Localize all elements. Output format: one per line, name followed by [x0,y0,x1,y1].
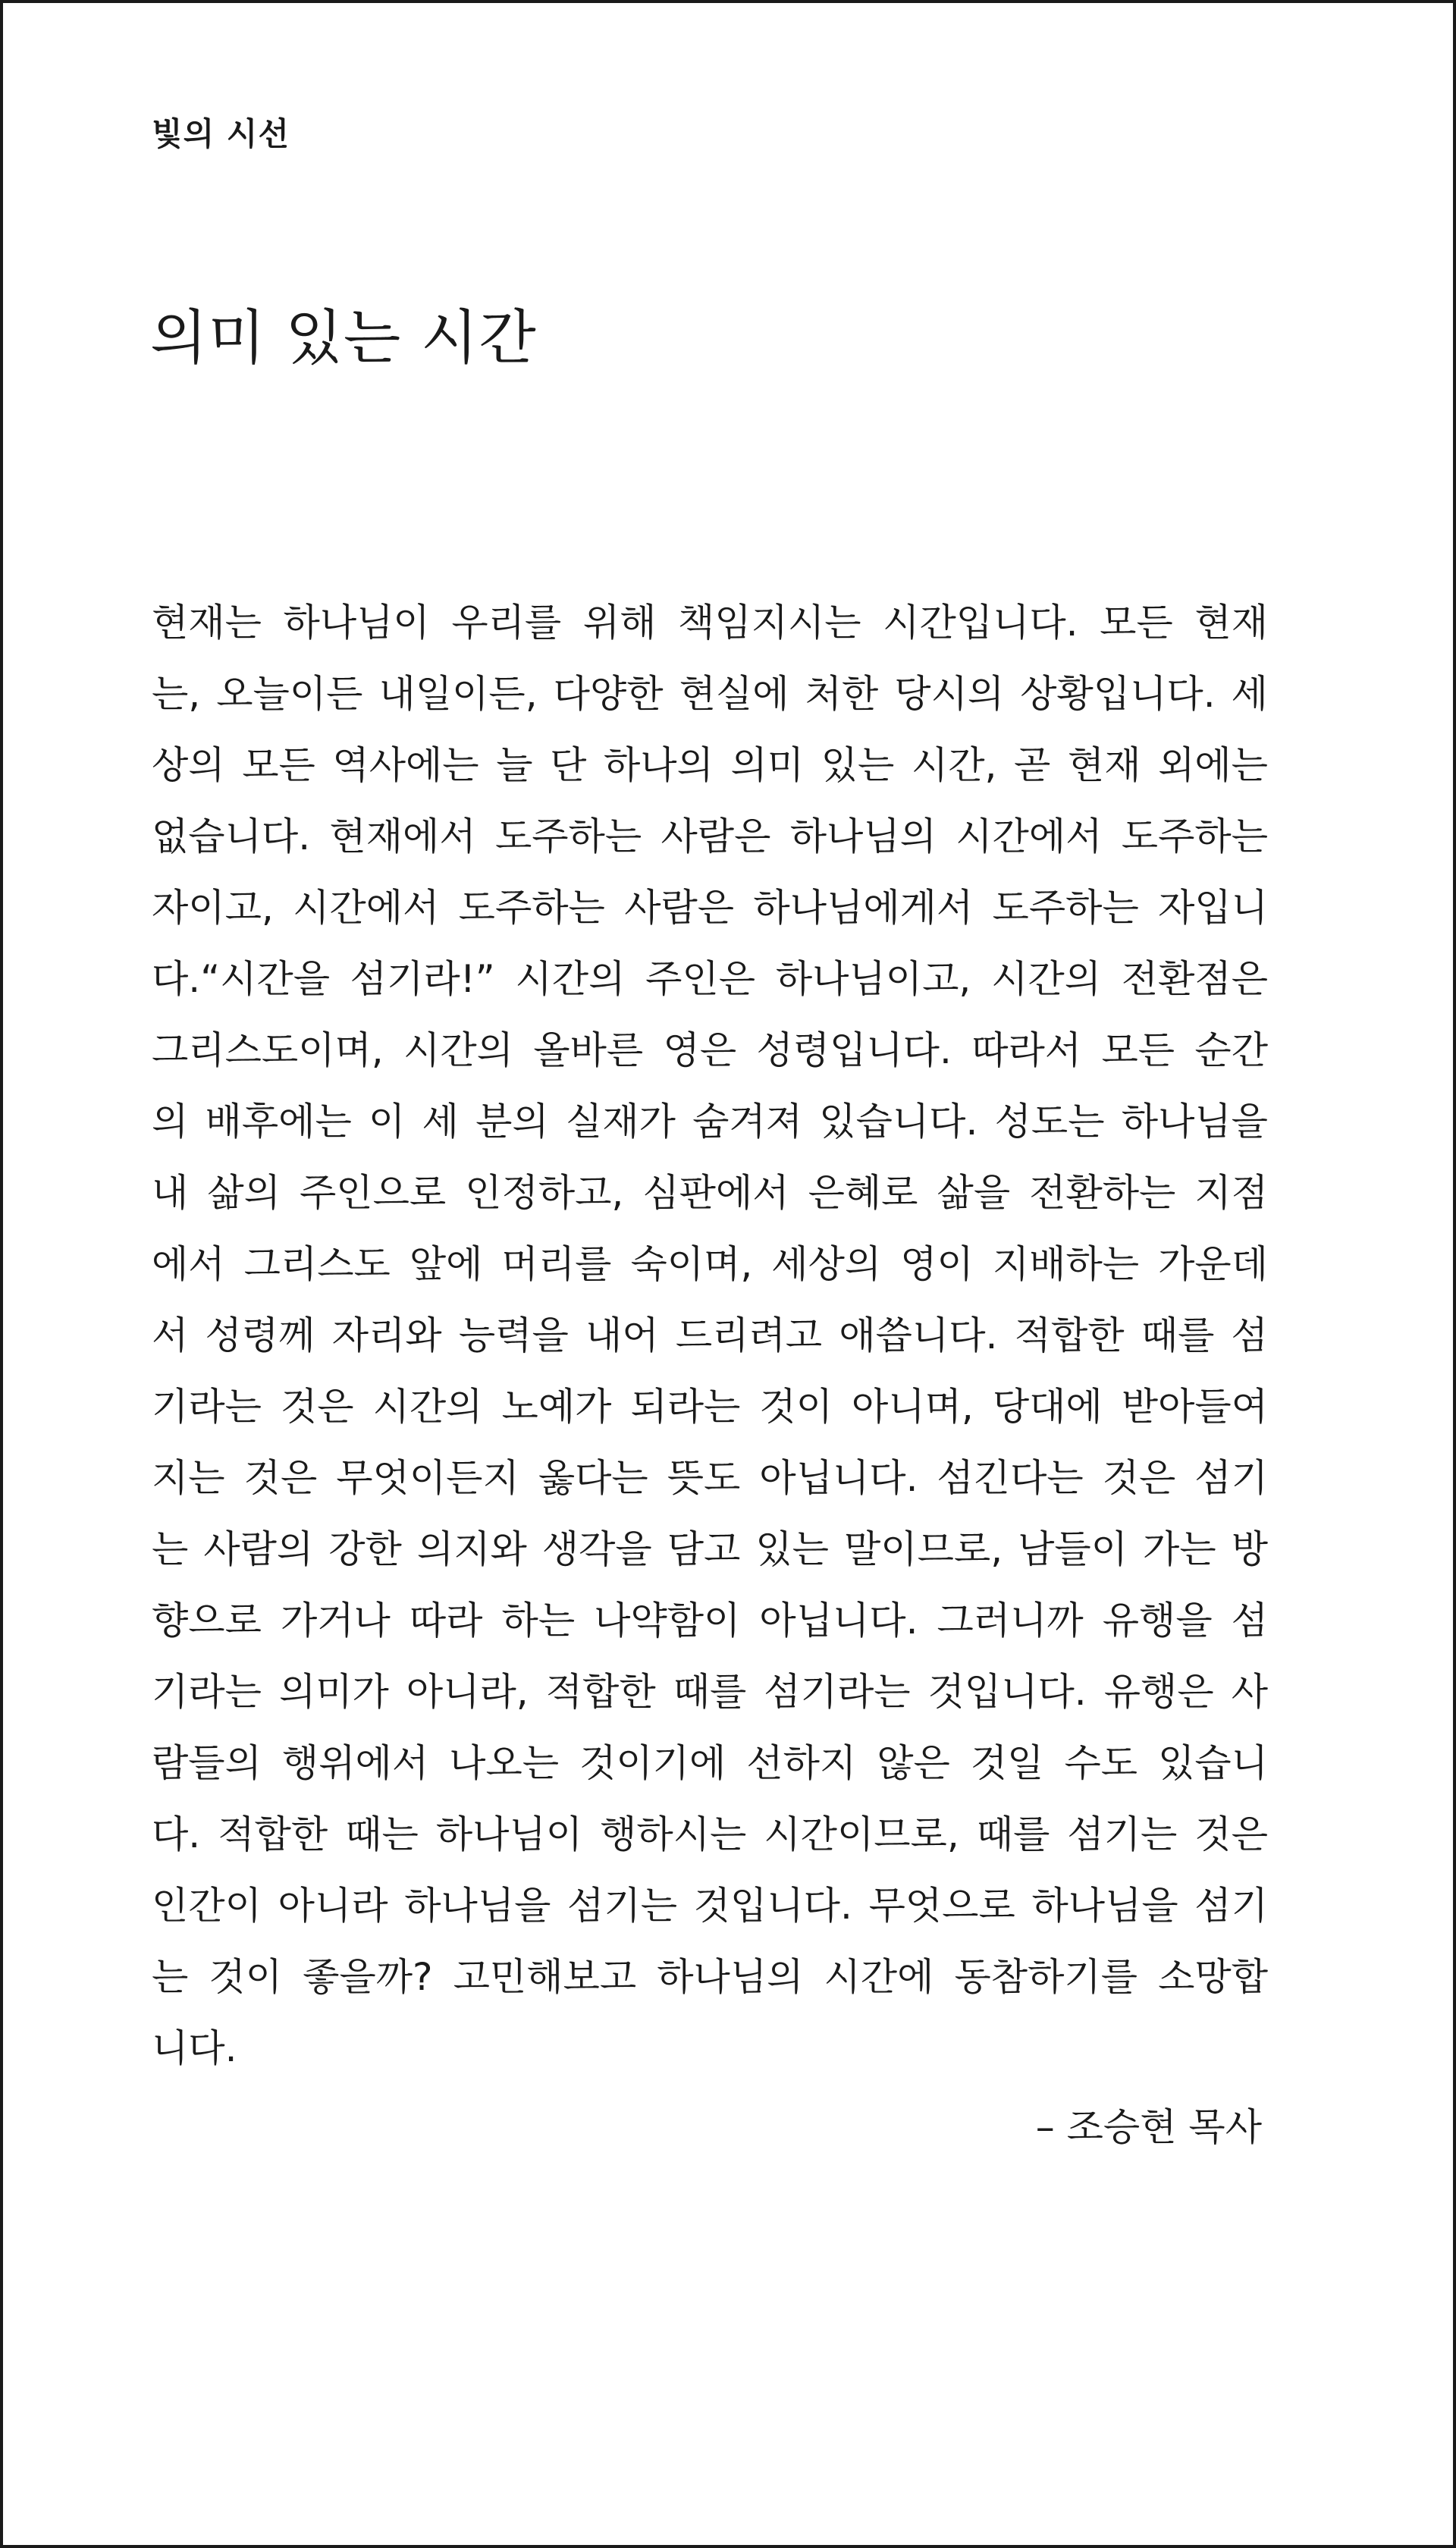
body-line: 니다. [152,2026,237,2070]
body-line: 는 것이 좋을까? 고민해보고 하나님의 시간에 동참하기를 소망합 [152,1955,1268,1999]
body-line: 기라는 의미가 아니라, 적합한 때를 섬기라는 것입니다. 유행은 사 [152,1670,1268,1714]
body-line: 람들의 행위에서 나오는 것이기에 선하지 않은 것일 수도 있습니 [152,1741,1268,1785]
body-line: 지는 것은 무엇이든지 옳다는 뜻도 아닙니다. 섬긴다는 것은 섬기 [152,1456,1268,1500]
page-title: 의미 있는 시간 [150,304,537,372]
body-line: 인간이 아니라 하나님을 섬기는 것입니다. 무엇으로 하나님을 섬기 [152,1884,1268,1928]
body-line: 내 삶의 주인으로 인정하고, 심판에서 은혜로 삶을 전환하는 지점 [152,1171,1268,1215]
body-line: 자이고, 시간에서 도주하는 사람은 하나님에게서 도주하는 자입니 [152,886,1268,930]
body-line: 에서 그리스도 앞에 머리를 숙이며, 세상의 영이 지배하는 가운데 [152,1242,1268,1286]
body-line: 의 배후에는 이 세 분의 실재가 숨겨져 있습니다. 성도는 하나님을 [152,1100,1268,1144]
body-line: 다. 적합한 때는 하나님이 행하시는 시간이므로, 때를 섬기는 것은 [152,1812,1268,1856]
body-line: 상의 모든 역사에는 늘 단 하나의 의미 있는 시간, 곧 현재 외에는 [152,743,1268,787]
body-line: 향으로 가거나 따라 하는 나약함이 아닙니다. 그러니까 유행을 섬 [152,1599,1268,1643]
body-line: 그리스도이며, 시간의 올바른 영은 성령입니다. 따라서 모든 순간 [152,1028,1268,1072]
author-signature: – 조승현 목사 [1035,2105,1262,2149]
series-label: 빛의 시선 [152,115,290,152]
body-line: 다.“시간을 섬기라!” 시간의 주인은 하나님이고, 시간의 전환점은 [152,957,1268,1001]
body-line: 는, 오늘이든 내일이든, 다양한 현실에 처한 당시의 상황입니다. 세 [152,672,1268,716]
body-line: 없습니다. 현재에서 도주하는 사람은 하나님의 시간에서 도주하는 [152,814,1268,858]
body-line: 서 성령께 자리와 능력을 내어 드리려고 애씁니다. 적합한 때를 섬 [152,1313,1268,1357]
body-line: 는 사람의 강한 의지와 생각을 담고 있는 말이므로, 남들이 가는 방 [152,1527,1268,1571]
body-text [152,587,1268,2084]
body-line: 현재는 하나님이 우리를 위해 책임지시는 시간입니다. 모든 현재 [152,601,1268,645]
body-line: 기라는 것은 시간의 노예가 되라는 것이 아니며, 당대에 받아들여 [152,1385,1268,1429]
